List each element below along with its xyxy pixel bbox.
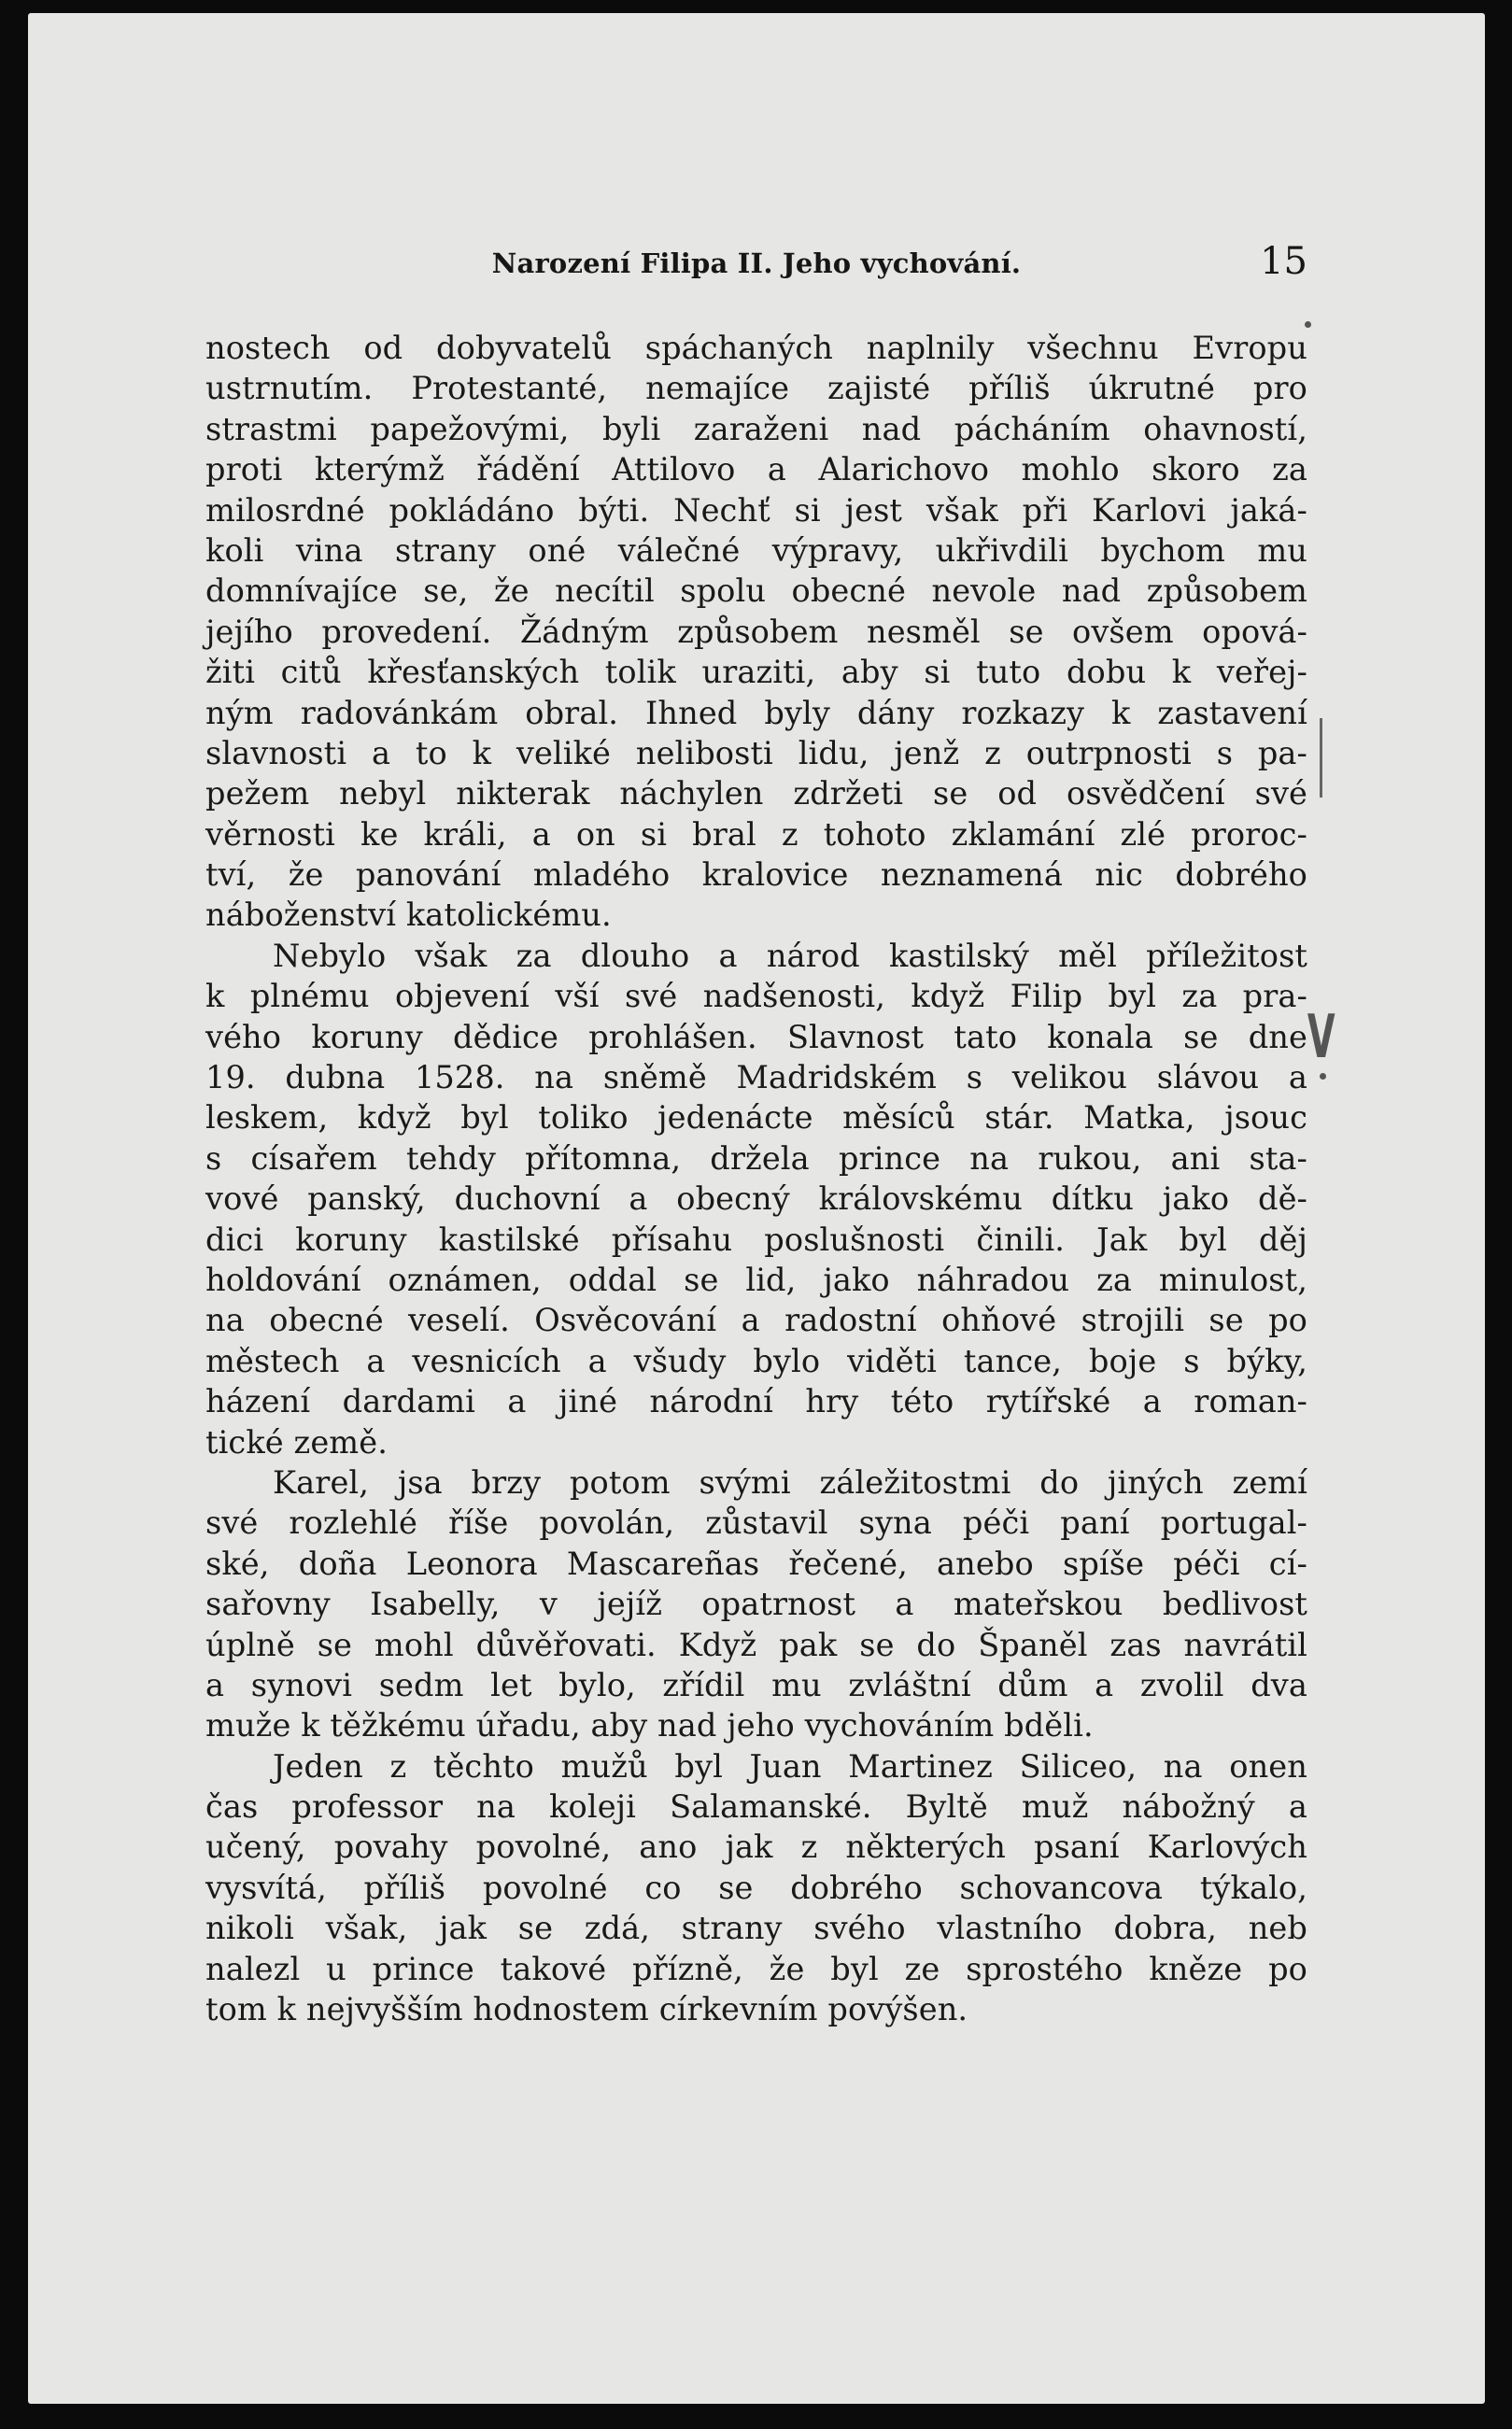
text-line: muže k těžkému úřadu, aby nad jeho vychováním bděli. [205, 1707, 1094, 1744]
body-text [205, 328, 1307, 2029]
text-line: žiti citů křesťanských tolik uraziti, aby si tuto dobu k veřej- [205, 654, 1307, 691]
text-line: vého koruny dědice prohlášen. Slavnost tato konala se dne [205, 1018, 1307, 1055]
text-line: pežem nebyl nikterak náchylen zdržeti se od osvědčení své [205, 775, 1307, 812]
text-line: nostech od dobyvatelů spáchaných naplnily všechnu Evropu [205, 330, 1307, 366]
text-line: ustrnutím. Protestanté, nemajíce zajisté příliš úkrutné pro [205, 370, 1307, 407]
book-page [28, 13, 1485, 2404]
text-line: ným radovánkám obral. Ihned byly dány rozkazy k zastavení [205, 694, 1307, 731]
margin-check-mark: V [1307, 1003, 1335, 1072]
text-line: jejího provedení. Žádným způsobem nesměl se ovšem opová- [205, 613, 1307, 650]
text-line: své rozlehlé říše povolán, zůstavil syna péči paní portugal- [205, 1504, 1307, 1542]
text-line: nalezl u prince takové přízně, že byl ze sprostého kněze po [205, 1950, 1307, 1987]
text-line: domnívajíce se, že necítil spolu obecné nevole nad způsobem [205, 572, 1307, 610]
text-line: ské, doña Leonora Mascareñas řečené, anebo spíše péči cí- [205, 1545, 1307, 1582]
text-line: strastmi papežovými, byli zaraženi nad pácháním ohavností, [205, 410, 1307, 447]
text-line: proti kterýmž řádění Attilovo a Alarichovo mohlo skoro za [205, 451, 1307, 488]
text-line: koli vina strany oné válečné výpravy, ukřivdili bychom mu [205, 531, 1307, 569]
text-line: čas professor na koleji Salamanské. Byltě muž nábožný a [205, 1788, 1307, 1826]
text-line: vové panský, duchovní a obecný královskému dítku jako dě- [205, 1180, 1307, 1218]
text-line: Karel, jsa brzy potom svými záležitostmi do jiných zemí [273, 1463, 1307, 1501]
text-line: sařovny Isabelly, v jejíž opatrnost a mateřskou bedlivost [205, 1586, 1307, 1623]
text-line: milosrdné pokládáno býti. Nechť si jest však při Karlovi jaká- [205, 491, 1307, 529]
paragraph [205, 1746, 1307, 2030]
text-line: na obecné veselí. Osvěcování a radostní ohňové strojili se po [205, 1302, 1307, 1339]
paragraph [205, 1462, 1307, 1746]
paragraph [205, 936, 1307, 1462]
text-line: náboženství katolickému. [205, 897, 612, 934]
paragraph [205, 328, 1307, 936]
text-line: učený, povahy povolné, ano jak z některých psaní Karlových [205, 1829, 1307, 1866]
text-line: s císařem tehdy přítomna, držela prince na rukou, ani sta- [205, 1139, 1307, 1177]
text-line: nikoli však, jak se zdá, strany svého vlastního dobra, neb [205, 1910, 1307, 1947]
text-line: vysvítá, příliš povolné co se dobrého schovancova týkalo, [205, 1869, 1307, 1906]
margin-pencil-mark [1320, 718, 1322, 798]
text-line: tví, že panování mladého kralovice neznamená nic dobrého [205, 856, 1307, 894]
text-line: Jeden z těchto mužů byl Juan Martinez Siliceo, na onen [273, 1747, 1307, 1785]
text-line: k plnému objevení vší své nadšenosti, když Filip byl za pra- [205, 978, 1307, 1015]
running-head [205, 233, 1307, 289]
text-line: leskem, když byl toliko jedenácte měsíců stár. Matka, jsouc [205, 1099, 1307, 1137]
text-line: a synovi sedm let bylo, zřídil mu zvláštní dům a zvolil dva [205, 1666, 1307, 1703]
text-line: úplně se mohl důvěřovati. Když pak se do Španěl zas navrátil [205, 1626, 1307, 1663]
text-line: věrnosti ke králi, a on si bral z tohoto zklamání zlé proroc- [205, 815, 1307, 853]
page-number: 15 [1260, 240, 1307, 283]
text-line: tom k nejvyšším hodnostem církevním povýšen. [205, 1991, 968, 2028]
text-line: slavnosti a to k veliké nelibosti lidu, jenž z outrpnosti s pa- [205, 734, 1307, 771]
page-content [205, 233, 1307, 2029]
text-line: tické země. [205, 1423, 388, 1461]
text-line: dici koruny kastilské přísahu poslušnosti činili. Jak byl děj [205, 1221, 1307, 1258]
chapter-title: Narození Filipa II. Jeho vychování. [491, 247, 1022, 279]
text-line: házení dardami a jiné národní hry této rytířské a roman- [205, 1383, 1307, 1420]
text-line: holdování oznámen, oddal se lid, jako náhradou za minulost, [205, 1261, 1307, 1298]
text-line: 19. dubna 1528. na sněmě Madridském s velikou slávou a [205, 1059, 1307, 1096]
text-line: Nebylo však za dlouho a národ kastilský měl příležitost [273, 937, 1307, 974]
text-line: městech a vesnicích a všudy bylo viděti tance, boje s býky, [205, 1342, 1307, 1379]
margin-dot-mark [1320, 1073, 1326, 1080]
